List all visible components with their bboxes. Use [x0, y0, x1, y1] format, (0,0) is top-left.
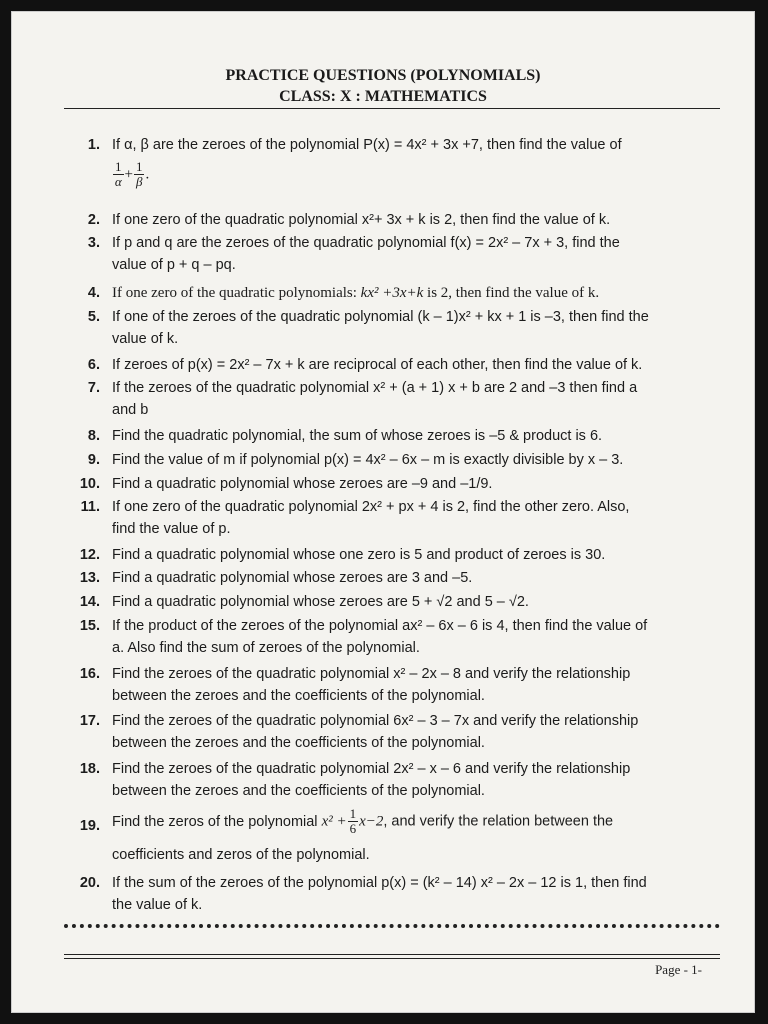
question-14 [60, 591, 720, 613]
question-number: 9. [87, 452, 100, 468]
question-number: 17. [79, 713, 100, 729]
question-13 [60, 567, 720, 589]
question-number: 8. [87, 428, 100, 444]
question-text-cont: the value of k. [112, 897, 203, 913]
question-number: 6. [87, 357, 100, 373]
question-2 [60, 209, 720, 231]
question-text: Find a quadratic polynomial whose zeroes are 3 and –5. [112, 570, 473, 586]
question-text: If the zeroes of the quadratic polynomial x² + (a + 1) x + b are 2 and –3 then find a [112, 380, 638, 396]
question-number: 13. [79, 570, 100, 586]
question-text-cont: between the zeroes and the coefficients of the polynomial. [112, 735, 485, 751]
question-10 [60, 473, 720, 495]
question-12 [60, 544, 720, 566]
question-text: Find a quadratic polynomial whose zeroes are 5 + √2 and 5 – √2. [112, 594, 529, 610]
document-page [12, 12, 754, 1012]
question-number: 2. [87, 212, 100, 228]
question-text: If p and q are the zeroes of the quadratic polynomial f(x) = 2x² – 7x + 3, find the [112, 235, 620, 251]
fraction-1-over-beta: $\frac{1}{\beta}$ [135, 159, 143, 189]
question-text-cont: between the zeroes and the coefficients of the polynomial. [112, 783, 485, 799]
question-number: 5. [87, 309, 100, 325]
fraction-1-over-alpha: $\frac{1}{\alpha}$ [114, 159, 122, 189]
question-18 [60, 758, 720, 802]
question-number: 16. [79, 666, 100, 682]
footer-rule-thin [64, 958, 720, 959]
question-text: If one of the zeroes of the quadratic polynomial (k – 1)x² + kx + 1 is –3, then find the [112, 309, 649, 325]
question-text: If one zero of the quadratic polynomial x²+ 3x + k is 2, then find the value of k. [112, 212, 611, 228]
page-title: PRACTICE QUESTIONS (POLYNOMIALS) [225, 67, 541, 84]
question-number: 19. [79, 818, 100, 834]
header-rule [64, 108, 720, 109]
question-8 [60, 425, 720, 447]
question-text: If the product of the zeroes of the polynomial ax² – 6x – 6 is 4, then find the value of [112, 618, 648, 634]
question-text: Find the value of m if polynomial p(x) = 4x² – 6x – m is exactly divisible by x – 3. [112, 452, 624, 468]
question-text-cont: a. Also find the sum of zeroes of the polynomial. [112, 640, 420, 656]
question-number: 7. [87, 380, 100, 396]
question-17 [60, 710, 720, 754]
dotted-divider [64, 924, 720, 928]
question-16 [60, 663, 720, 707]
question-text: If one zero of the quadratic polynomials: [112, 285, 361, 301]
question-number: 15. [79, 618, 100, 634]
question-text: Find the quadratic polynomial, the sum of whose zeroes is –5 & product is 6. [112, 428, 603, 444]
polynomial-expression: kx² +3x+k [360, 285, 424, 301]
polynomial-expression-a: x² + [321, 813, 347, 830]
question-number: 18. [79, 761, 100, 777]
fraction-one-sixth: $\frac{1}{6}$ [349, 806, 357, 836]
question-text: Find a quadratic polynomial whose one zero is 5 and product of zeroes is 30. [112, 547, 606, 563]
question-3 [60, 232, 720, 276]
question-text: If zeroes of p(x) = 2x² – 7x + k are reciprocal of each other, then find the value of k. [112, 357, 643, 373]
question-11 [60, 496, 720, 540]
question-number: 11. [80, 499, 100, 515]
question-text: Find the zeroes of the quadratic polynomial x² – 2x – 8 and verify the relationship [112, 666, 631, 682]
question-4 [60, 282, 720, 304]
question-number: 10. [79, 476, 100, 492]
question-text-cont: value of k. [112, 331, 179, 347]
question-text-cont: and b [112, 402, 149, 418]
polynomial-expression-b: x−2 [359, 813, 384, 830]
question-text-end: is 2, then find the value of k. [423, 285, 600, 301]
question-number: 14. [79, 594, 100, 610]
question-text-end: , and verify the relation between the [383, 813, 614, 830]
question-number: 3. [87, 235, 100, 251]
question-9 [60, 449, 720, 471]
question-15 [60, 615, 720, 659]
question-number: 20. [79, 875, 100, 891]
question-text-cont: coefficients and zeros of the polynomial. [112, 847, 370, 863]
question-text: Find the zeroes of the quadratic polynomial 2x² – x – 6 and verify the relationship [112, 761, 631, 777]
question-text-cont: value of p + q – pq. [112, 257, 236, 273]
question-text-cont: between the zeroes and the coefficients of the polynomial. [112, 688, 485, 704]
question-text-cont: find the value of p. [112, 521, 231, 537]
question-20 [60, 872, 720, 916]
question-number: 12. [79, 547, 100, 563]
question-text: If α, β are the zeroes of the polynomial P(x) = 4x² + 3x +7, then find the value of [112, 137, 622, 153]
question-text: Find the zeroes of the quadratic polynomial 6x² – 3 – 7x and verify the relationship [112, 713, 639, 729]
page-number: Page - 1- [655, 962, 702, 977]
question-text: Find the zeros of the polynomial [112, 813, 318, 830]
question-number: 1. [87, 137, 100, 153]
question-number: 4. [87, 285, 100, 301]
footer-rule [64, 954, 720, 955]
question-text: Find a quadratic polynomial whose zeroes are –9 and –1/9. [112, 476, 493, 492]
question-text: If one zero of the quadratic polynomial 2x² + px + 4 is 2, find the other zero. Also, [112, 499, 630, 515]
question-7 [60, 377, 720, 421]
question-text: If the sum of the zeroes of the polynomial p(x) = (k² – 14) x² – 2x – 12 is 1, then find [112, 875, 647, 891]
page-subtitle: CLASS: X : MATHEMATICS [279, 88, 487, 105]
question-6 [60, 354, 720, 376]
question-19 [60, 807, 720, 866]
question-5 [60, 306, 720, 350]
question-1: 1. If α, β are the zeroes of the polynomial P(x) = 4x² + 3x +7, then find the value of $\frac{1}{\alpha}$ + $\frac{1}{\beta}$ . [60, 134, 720, 189]
